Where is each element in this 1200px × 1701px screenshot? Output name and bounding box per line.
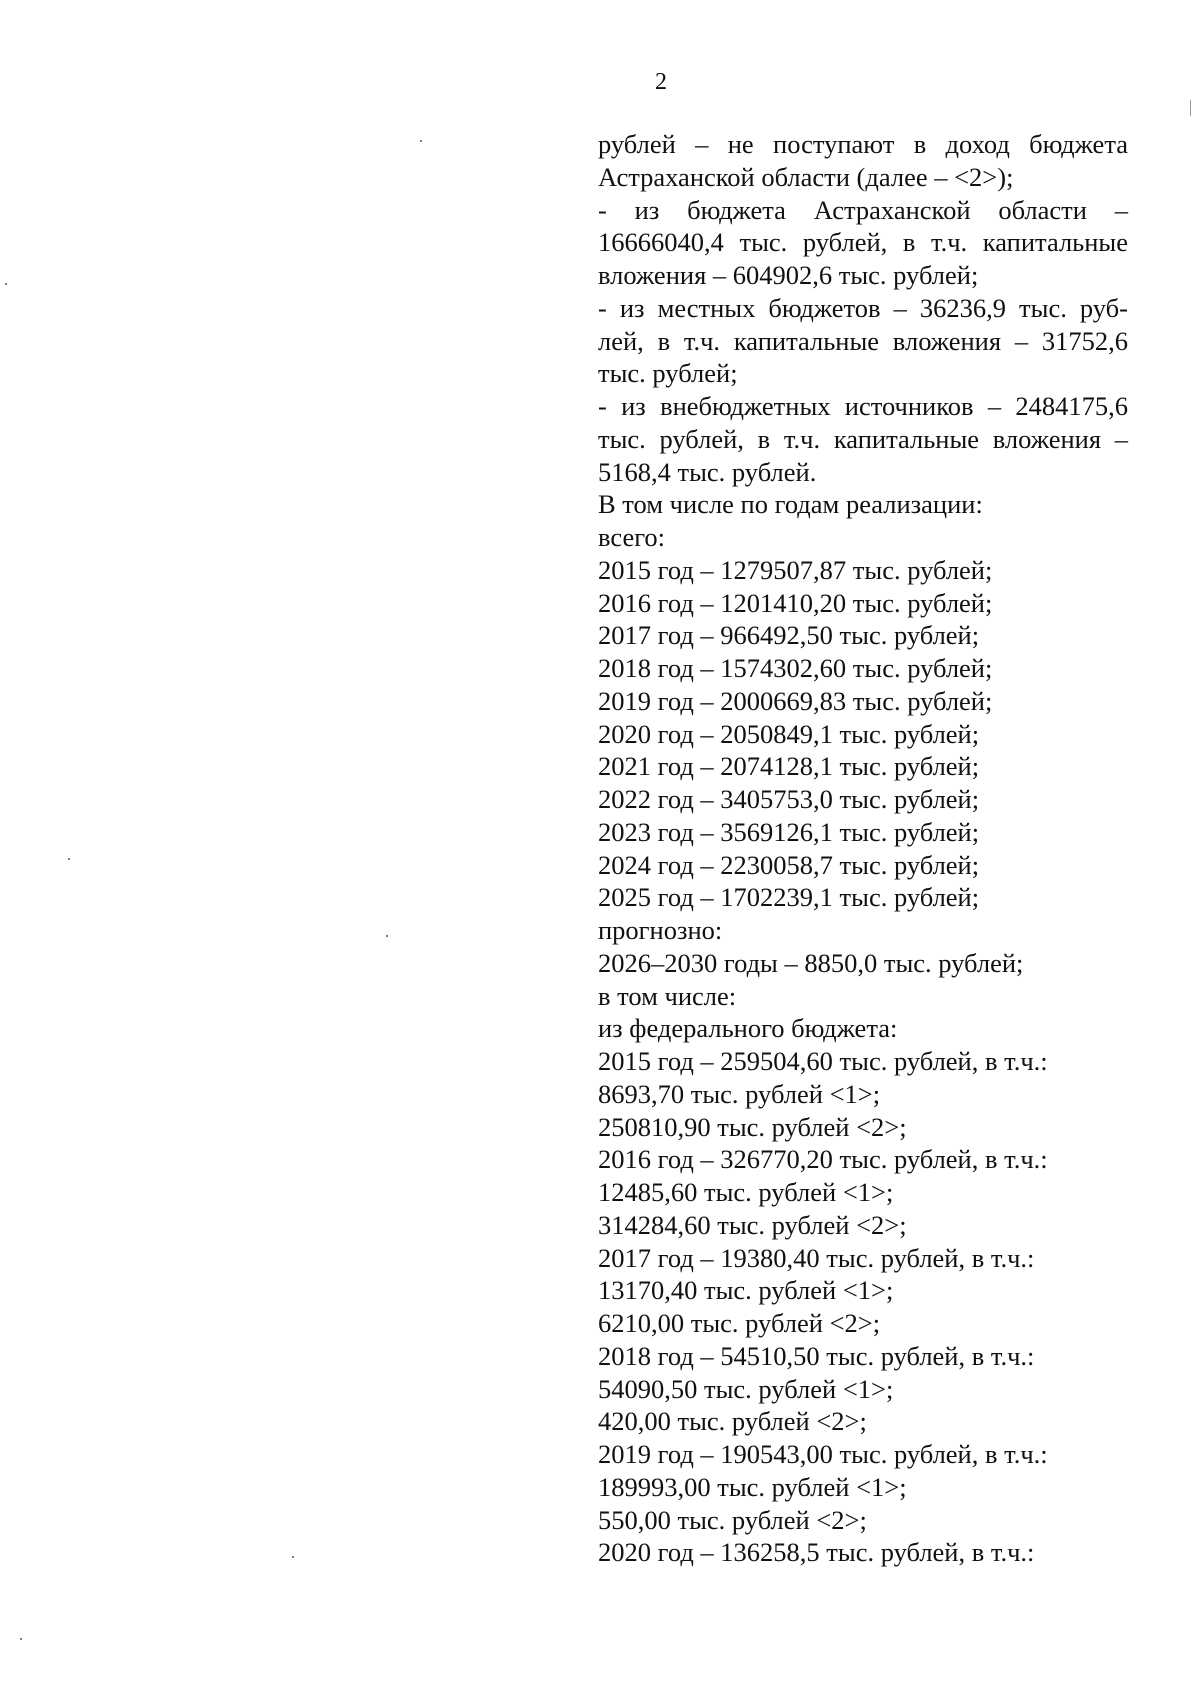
scan-speck [292,1556,294,1558]
text-line: в том числе: [598,980,737,1011]
text-line: рублей – не поступают в доход бюджета [598,129,1128,159]
text-line: прогнозно: [598,915,723,945]
text-line: 2022 год – 3405753,0 тыс. рублей; [598,784,980,814]
scan-edge-mark [1190,100,1191,116]
text-line: 6210,00 тыс. рублей <2>; [598,1308,881,1338]
scan-speck [5,283,7,285]
text-line: 2015 год – 259504,60 тыс. рублей, в т.ч.: [598,1046,1048,1076]
text-line: лей, в т.ч. капитальные вложения – 31752,6 [598,325,1128,356]
text-line: тыс. рублей, в т.ч. капитальные вложения – [598,423,1128,454]
text-line: всего: [598,522,666,552]
text-line: 2016 год – 326770,20 тыс. рублей, в т.ч.: [598,1144,1048,1175]
text-line: Астраханской области (далее – <2>); [598,161,1014,192]
text-line: 54090,50 тыс. рублей <1>; [598,1373,894,1404]
scan-speck [20,1638,22,1640]
text-line: вложения – 604902,6 тыс. рублей; [598,260,979,290]
text-line: 2021 год – 2074128,1 тыс. рублей; [598,751,980,782]
text-line: 2023 год – 3569126,1 тыс. рублей; [598,816,980,847]
text-line: 2019 год – 2000669,83 тыс. рублей; [598,685,993,716]
text-line: тыс. рублей; [598,358,738,389]
body-text [598,128,1128,1569]
text-line: 2015 год – 1279507,87 тыс. рублей; [598,554,993,585]
text-line: 2020 год – 2050849,1 тыс. рублей; [598,718,980,749]
text-line: 13170,40 тыс. рублей <1>; [598,1275,894,1306]
text-line: 2017 год – 966492,50 тыс. рублей; [598,620,980,651]
text-line: - из внебюджетных источников – 2484175,6 [598,391,1128,421]
text-line: - из местных бюджетов – 36236,9 тыс. руб- [598,292,1128,323]
text-line: 5168,4 тыс. рублей. [598,456,817,487]
scan-speck [386,935,388,937]
text-line: 2018 год – 1574302,60 тыс. рублей; [598,653,993,683]
text-line: В том числе по годам реализации: [598,489,983,520]
text-line: 314284,60 тыс. рублей <2>; [598,1209,907,1240]
text-line: 12485,60 тыс. рублей <1>; [598,1177,894,1207]
text-line: 16666040,4 тыс. рублей, в т.ч. капитальные [598,227,1128,258]
page-number: 2 [655,69,667,95]
text-line: 2024 год – 2230058,7 тыс. рублей; [598,849,980,880]
text-line: 189993,00 тыс. рублей <1>; [598,1471,907,1502]
text-line: 550,00 тыс. рублей <2>; [598,1504,867,1535]
text-line: - из бюджета Астраханской области – [598,194,1128,225]
text-line: 2019 год – 190543,00 тыс. рублей, в т.ч.: [598,1439,1048,1469]
text-line: 2025 год – 1702239,1 тыс. рублей; [598,882,980,913]
scan-speck [68,858,70,860]
text-line: 2016 год – 1201410,20 тыс. рублей; [598,587,993,618]
text-line: из федерального бюджета: [598,1013,898,1044]
text-line: 250810,90 тыс. рублей <2>; [598,1111,907,1142]
text-line: 8693,70 тыс. рублей <1>; [598,1078,881,1109]
scan-speck [420,140,422,142]
text-line: 420,00 тыс. рублей <2>; [598,1406,867,1437]
text-line: 2026–2030 годы – 8850,0 тыс. рублей; [598,947,1024,978]
text-line: 2017 год – 19380,40 тыс. рублей, в т.ч.: [598,1242,1035,1273]
text-line: 2020 год – 136258,5 тыс. рублей, в т.ч.: [598,1537,1035,1568]
text-line: 2018 год – 54510,50 тыс. рублей, в т.ч.: [598,1340,1035,1371]
